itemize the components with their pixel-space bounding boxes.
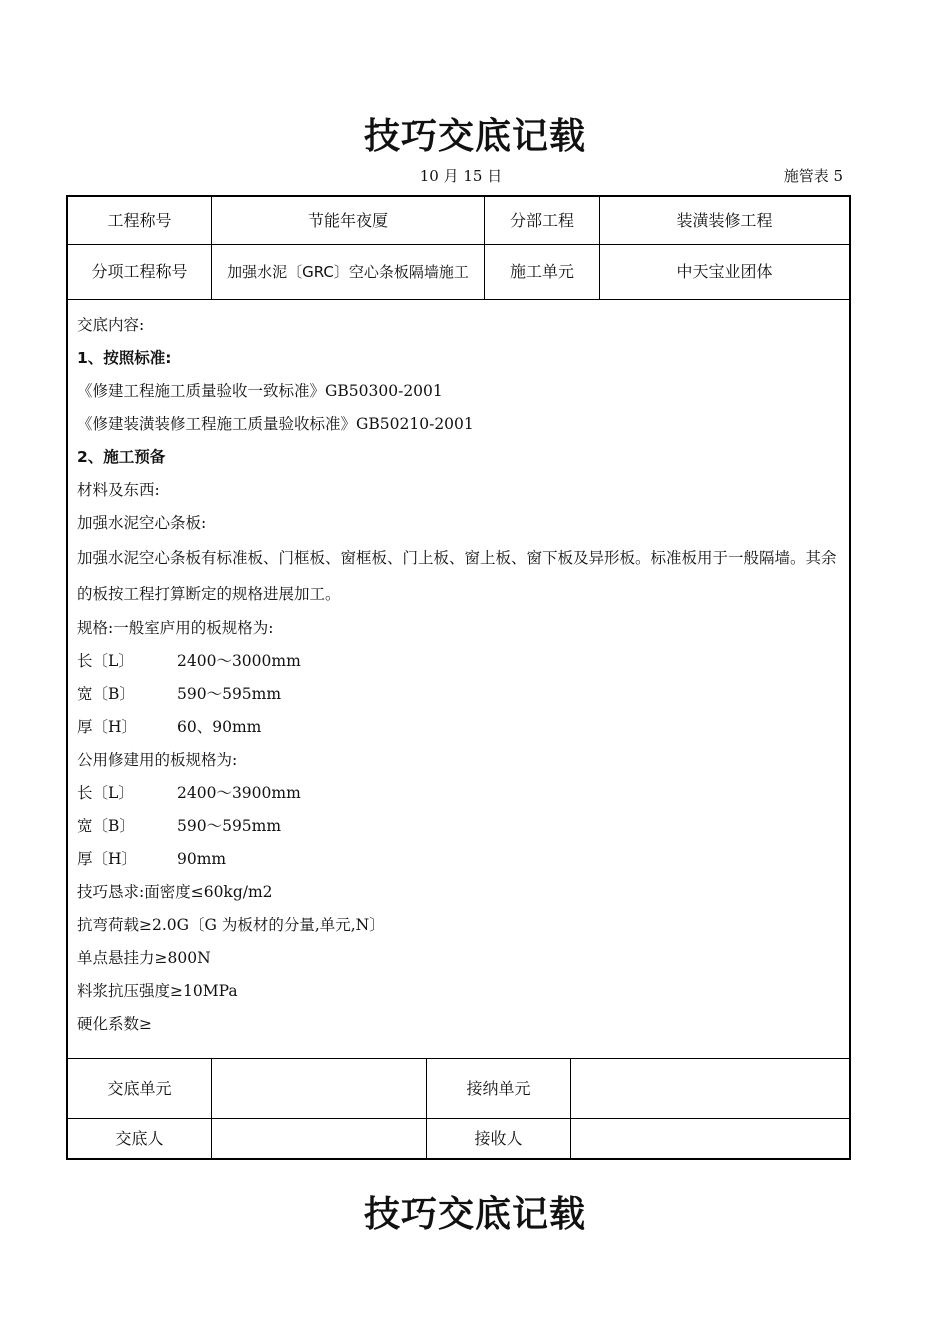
spec-row [77, 645, 842, 678]
division-value: 装潢装修工程 [676, 210, 773, 230]
standard-ref-1: 《修建工程施工质量验收一致标准》GB50300-2001 [77, 382, 443, 400]
residential-spec-title: 规格:一般室庐用的板规格为: [77, 619, 274, 637]
requirement-line: 单点悬挂力≥800N [77, 949, 211, 967]
record-date: 10 月 15 日 [419, 167, 503, 185]
next-page-title: 技巧交底记载 [363, 1194, 586, 1235]
form-number: 施管表 5 [783, 167, 843, 185]
spec-key: 长〔L〕 [77, 652, 134, 670]
standard-ref-2: 《修建装潢装修工程施工质量验收标准》GB50210-2001 [77, 415, 474, 433]
requirement-line: 料浆抗压强度≥10MPa [77, 982, 238, 1000]
requirement-line: 技巧恳求:面密度≤60kg/m2 [77, 883, 273, 901]
construction-unit-label: 施工单元 [509, 262, 574, 281]
spec-key: 厚〔H〕 [77, 718, 138, 736]
requirement-line: 抗弯荷载≥2.0G〔G 为板材的分量,单元,N〕 [77, 916, 385, 934]
requirement-line: 硬化系数≥ [77, 1015, 152, 1033]
page-title: 技巧交底记载 [363, 116, 586, 157]
record-table [66, 195, 851, 1160]
spec-value: 90mm [177, 850, 227, 868]
receiver-label: 接收人 [474, 1128, 523, 1148]
spec-key: 宽〔B〕 [77, 817, 135, 835]
receiving-unit-value[interactable] [571, 1059, 849, 1118]
spec-row [77, 678, 842, 711]
header-bottom-line [68, 299, 849, 300]
section-2-title: 2、施工预备 [77, 448, 166, 466]
content-intro: 交底内容: [77, 316, 145, 334]
briefer-value[interactable] [212, 1119, 426, 1158]
section-1-title: 1、按照标准: [77, 349, 172, 367]
public-spec-title: 公用修建用的板规格为: [77, 751, 238, 769]
receiving-unit-label: 接纳单元 [466, 1078, 531, 1098]
subitem-name-label: 分项工程称号 [91, 262, 188, 281]
spec-row [77, 810, 842, 843]
briefing-unit-value[interactable] [212, 1059, 426, 1118]
materials-heading: 材料及东西: [77, 481, 160, 499]
project-name-value: 节能年夜厦 [307, 210, 388, 230]
briefing-unit-label: 交底单元 [107, 1078, 172, 1098]
spec-key: 长〔L〕 [77, 784, 134, 802]
spec-value: 2400～3000mm [177, 652, 301, 670]
panel-description: 加强水泥空心条板有标准板、门框板、窗框板、门上板、窗上板、窗下板及异形板。标准板用于一般隔墙。其余的板按工程打算断定的规格进展加工。 [77, 549, 837, 603]
project-name-label: 工程称号 [107, 210, 172, 230]
briefing-content [77, 309, 842, 1041]
spec-row [77, 777, 842, 810]
division-label: 分部工程 [509, 210, 574, 230]
construction-unit-value: 中天宝业团体 [676, 262, 773, 281]
briefer-label: 交底人 [115, 1128, 164, 1148]
spec-key: 宽〔B〕 [77, 685, 135, 703]
spec-value: 60、90mm [177, 718, 262, 736]
spec-row [77, 843, 842, 876]
spec-row [77, 711, 842, 744]
spec-value: 2400～3900mm [177, 784, 301, 802]
spec-value: 590～595mm [177, 685, 282, 703]
subitem-name-value: 加强水泥〔GRC〕空心条板隔墙施工 [227, 263, 469, 281]
panel-heading: 加强水泥空心条板: [77, 514, 207, 532]
receiver-value[interactable] [571, 1119, 849, 1158]
spec-key: 厚〔H〕 [77, 850, 138, 868]
spec-value: 590～595mm [177, 817, 282, 835]
